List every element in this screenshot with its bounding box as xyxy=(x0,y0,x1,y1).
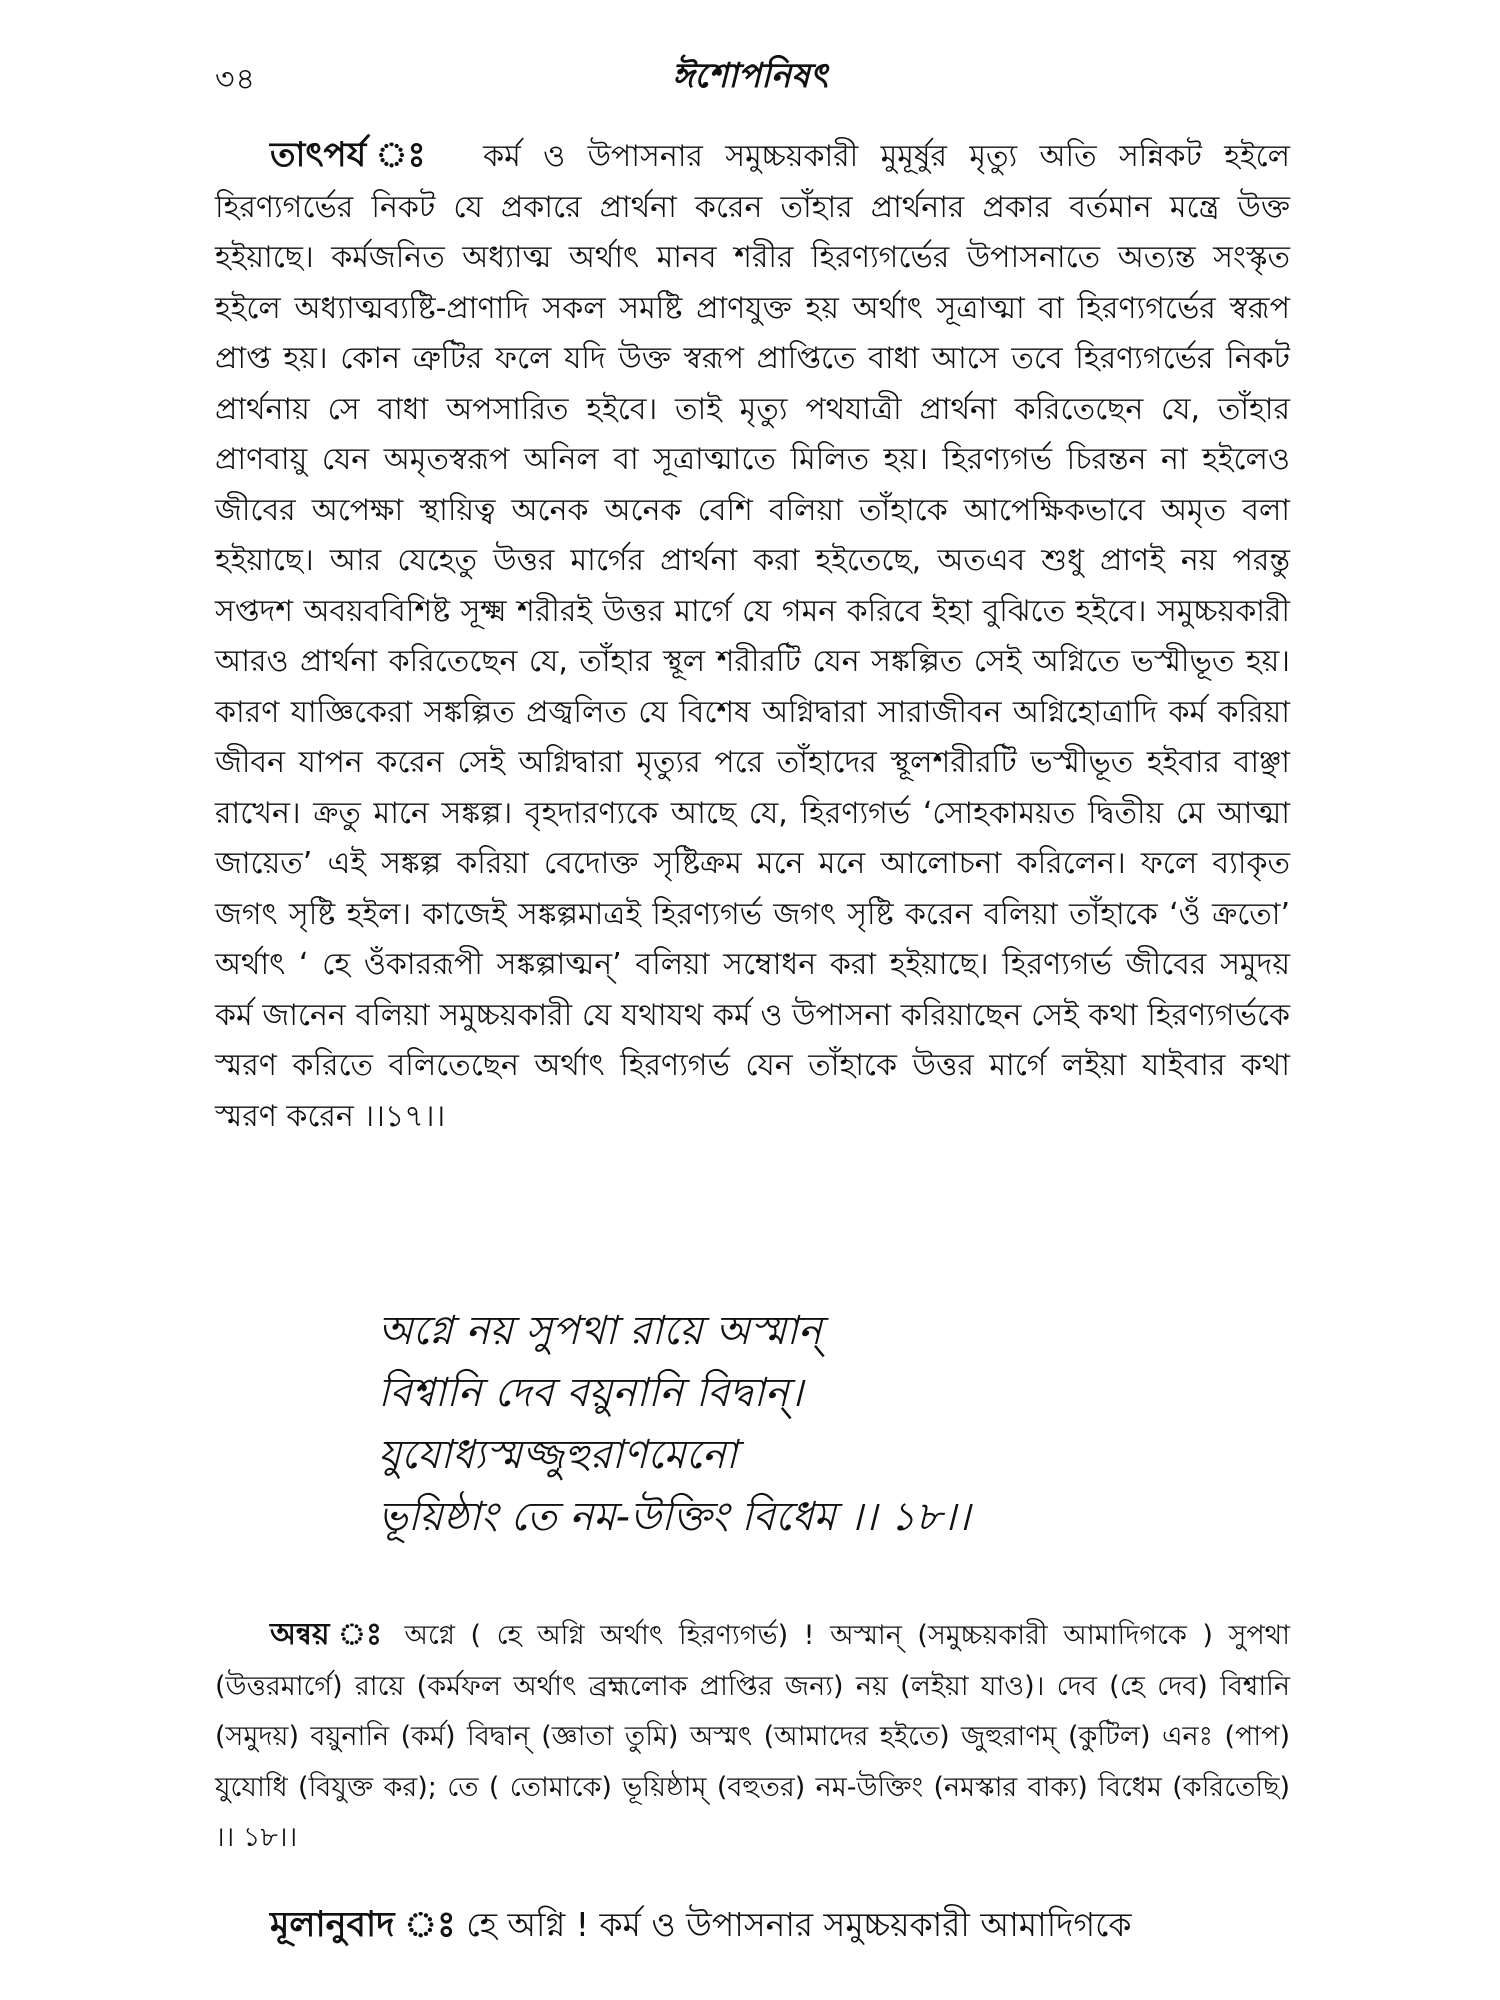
verse-line-4: ভূয়িষ্ঠাং তে নম-উক্তিং বিধেম ।। ১৮।। xyxy=(378,1494,971,1540)
anvaya-paragraph xyxy=(215,1610,1290,1864)
anvaya-text: অগ্নে ( হে অগ্নি অর্থাৎ হিরণ্যগর্ভ) ! অস্মান্ (সমুচ্চয়কারী আমাদিগকে ) সুপথা (উত্তরমার্গে) রায়ে (কর্মফল অর্থাৎ ব্রহ্মলোক প্রাপ্তির জন্য) নয় (লইয়া যাও)। দেব (হে দেব) বিশ্বানি (সমুদয়) বয়ুনানি (কর্ম) বিদ্বান্ (জ্ঞাতা তুমি) অস্মৎ (আমাদের হইতে) জুহুরাণম্ (কুটিল) এনঃ (পাপ) যুযোধি (বিযুক্ত কর); তে ( তোমাকে) ভূয়িষ্ঠাম্ (বহুতর) নম-উক্তিং (নমস্কার বাক্য) বিধেম (করিতেছি) ।। ১৮।। xyxy=(215,1620,1290,1853)
tatparya-label: তাৎপর্য ঃ xyxy=(270,135,439,175)
running-head-title: ঈশোপনিষৎ xyxy=(672,56,828,96)
tatparya-paragraph xyxy=(215,130,1290,1142)
mulanuvada-text: হে অগ্নি ! কর্ম ও উপাসনার সমুচ্চয়কারী আমাদিগকে xyxy=(466,1905,1132,1944)
verse-line-1: অগ্নে নয় সুপথা রায়ে অস্মান্ xyxy=(378,1308,822,1354)
page-number: ৩৪ xyxy=(215,62,256,97)
mulanuvada-label: মূলানুবাদ ঃ xyxy=(270,1905,456,1945)
verse-line-3: যুযোধ্যস্মজ্জুহুরাণমেনো xyxy=(378,1432,738,1478)
anvaya-label: অন্বয় ঃ xyxy=(270,1617,389,1652)
mulanuvada-paragraph xyxy=(215,1900,1295,1950)
mantra-verse xyxy=(378,1300,1278,1548)
tatparya-text: কর্ম ও উপাসনার সমুচ্চয়কারী মুমূর্ষুর মৃত্যু অতি সন্নিকট হইলে হিরণ্যগর্ভের নিকট যে প্রকারে প্রার্থনা করেন তাঁহার প্রার্থনার প্রকার বর্তমান মন্ত্রে উক্ত হইয়াছে। কর্মজনিত অধ্যাত্ম অর্থাৎ মানব শরীর হিরণ্যগর্ভের উপাসনাতে অত্যন্ত সংস্কৃত হইলে অধ্যাত্মব্যষ্টি-প্রাণাদি সকল সমষ্টি প্রাণযুক্ত হয় অর্থাৎ সূত্রাত্মা বা হিরণ্যগর্ভের স্বরূপ প্রাপ্ত হয়। কোন ত্রুটির ফলে যদি উক্ত স্বরূপ প্রাপ্তিতে বাধা আসে তবে হিরণ্যগর্ভের নিকট প্রার্থনায় সে বাধা অপসারিত হইবে। তাই মৃত্যু পথযাত্রী প্রার্থনা করিতেছেন যে, তাঁহার প্রাণবায়ু যেন অমৃতস্বরূপ অনিল বা সূত্রাত্মাতে মিলিত হয়। হিরণ্যগর্ভ চিরন্তন না হইলেও জীবের অপেক্ষা স্থায়িত্ব অনেক অনেক বেশি বলিয়া তাঁহাকে আপেক্ষিকভাবে অমৃত বলা হইয়াছে। আর যেহেতু উত্তর মার্গের প্রার্থনা করা হইতেছে, অতএব শুধু প্রাণই নয় পরন্তু সপ্তদশ অবয়ববিশিষ্ট সূক্ষ্ম শরীরই উত্তর মার্গে যে গমন করিবে ইহা বুঝিতে হইবে। সমুচ্চয়কারী আরও প্রার্থনা করিতেছেন যে, তাঁহার স্থূল শরীরটি যেন সঙ্কল্পিত সেই অগ্নিতে ভস্মীভূত হয়। কারণ যাজ্ঞিকেরা সঙ্কল্পিত প্রজ্বলিত যে বিশেষ অগ্নিদ্বারা সারাজীবন অগ্নিহোত্রাদি কর্ম করিয়া জীবন যাপন করেন সেই অগ্নিদ্বারা মৃত্যুর পরে তাঁহাদের স্থূলশরীরটি ভস্মীভূত হইবার বাঞ্ছা রাখেন। ক্রতু মানে সঙ্কল্প। বৃহদারণ্যকে আছে যে, হিরণ্যগর্ভ ‘সোহকাময়ত দ্বিতীয় মে আত্মা জায়েত’ এই সঙ্কল্প করিয়া বেদোক্ত সৃষ্টিক্রম মনে মনে আলোচনা করিলেন। ফলে ব্যাকৃত জগৎ সৃষ্টি হইল। কাজেই সঙ্কল্পমাত্রই হিরণ্যগর্ভ জগৎ সৃষ্টি করেন বলিয়া তাঁহাকে ‘ওঁ ক্রতো’ অর্থাৎ ‘ হে ওঁকাররূপী সঙ্কল্পাত্মন্’ বলিয়া সম্বোধন করা হইয়াছে। হিরণ্যগর্ভ জীবের সমুদয় কর্ম জানেন বলিয়া সমুচ্চয়কারী যে যথাযথ কর্ম ও উপাসনা করিয়াছেন সেই কথা হিরণ্যগর্ভকে স্মরণ করিতে বলিতেছেন অর্থাৎ হিরণ্যগর্ভ যেন তাঁহাকে উত্তর মার্গে লইয়া যাইবার কথা স্মরণ করেন ।।১৭।। xyxy=(215,139,1290,1134)
verse-line-2: বিশ্বানি দেব বয়ুনানি বিদ্বান্। xyxy=(378,1370,803,1416)
